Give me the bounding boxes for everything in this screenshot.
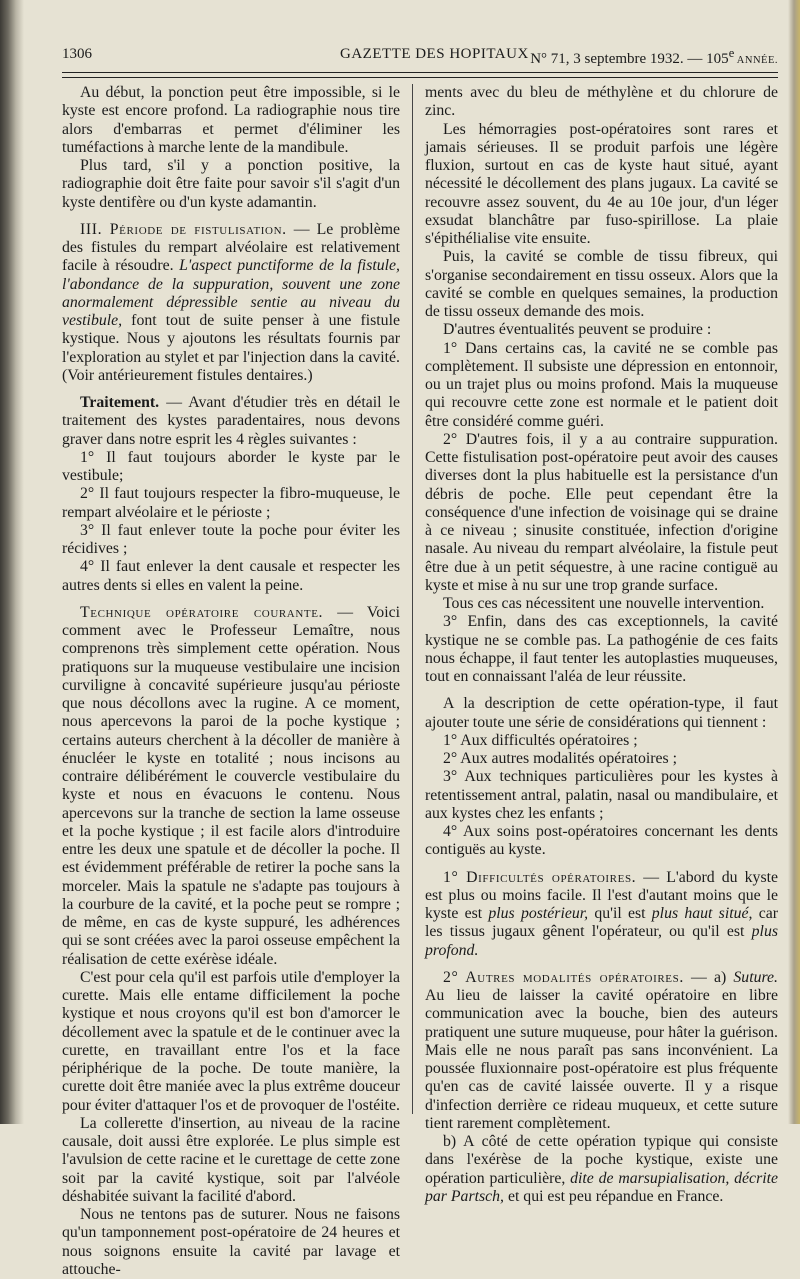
paragraph: Au début, la ponction peut être impossible, si le kyste est encore profond. La radiographie nous tire alors d'embarras et permet d'éliminer les tuméfactions à marche lente de la mandibule. — [62, 84, 400, 156]
paragraph-marsupialisation: b) A côté de cette opération typique qui consiste dans l'exérèse de la poche kystique, existe une opération particulière, dite de marsupialisation, décrite par Partsch, et qui est peu répandue en France. — [425, 1133, 779, 1205]
list-item: 1° Aux difficultés opératoires ; — [443, 731, 638, 749]
rule-item: 1° Il faut toujours aborder le kyste par le vestibule; — [62, 448, 400, 484]
section-heading: 1° Difficultés opératoires. — [443, 868, 637, 886]
column-divider — [412, 84, 413, 1114]
rule-item: 2° Il faut toujours respecter la fibro-muqueuse, le rempart alvéolaire et le périoste ; — [62, 485, 400, 521]
list-item: 2° Aux autres modalités opératoires ; — [443, 750, 677, 767]
paragraph: D'autres éventualités peuvent se produire : — [443, 321, 712, 339]
paragraph-modalites: 2° Autres modalités opératoires. — a) Suture. Au lieu de laisser la cavité opératoire en libre communication avec la bouche, bien des auteurs pratiquent une suture muqueuse, pour hâter la guérison. Mais elle ne nous paraît pas sans inconvénient. La poussée fluxionnaire post-opératoire est plus fréquente qu'en cas de cavité laissée ouverte. Il y a risque d'infection derrière ce rideau muqueux, et cette suture tient rarement complètement. — [425, 968, 778, 1132]
journal-title: GAZETTE DES HOPITAUX — [340, 46, 529, 62]
paragraph: La collerette d'insertion, au niveau de la racine causale, doit aussi être explorée. Le plus simple est l'avulsion de cette racine et le curettage de cette zone soit par la cavité kystique, soit par l'alvéole déshabitée suivant la facilité d'abord. — [62, 1114, 400, 1205]
paragraph-technique: Technique opératoire courante. — Voici comment avec le Professeur Lemaître, nous comprenons très simplement cette opération. Nous pratiquons sur la muqueuse vestibulaire une incision curviligne à concavité supérieure jusqu'au périoste que nous décollons avec la rugine. A ce moment, nous apercevons la paroi de la poche kystique ; certains auteurs cherchent à la décoller de manière à énucléer le kyste en totalité ; nous incisons au contraire délibérément le couvercle vestibulaire du kyste et nous en évacuons le contenu. Nous apercevons sur la tranche de section la lame osseuse et la poche kystique ; il est facile alors d'introduire entre les deux une spatule et de décoller la poche. Il est évidemment préférable de retirer la poche sans la morceler. Mais la spatule ne s'adapte pas toujours à la courbure de la cavité, et la poche peut se rompre ; de même, en cas de kyste suppuré, les adhérences qui se sont créées avec la paroi osseuse empêchent la réalisation de cette exérèse idéale. — [62, 603, 400, 968]
paragraph: Nous ne tentons pas de suturer. Nous ne faisons qu'un tamponnement post-opératoire de 24 heures et nous soignons ensuite la cavité par lavage et attouche- — [62, 1206, 400, 1278]
section-heading: 2° Autres modalités opératoires. — [443, 968, 684, 986]
list-item: 2° D'autres fois, il y a au contraire suppuration. Cette fistulisation post-opératoire peut avoir des causes diverses dont la plus habituelle est la persistance d'un débris de poche. Elle peut cependant être la conséquence d'une infection de voisinage qui se draine à ce niveau ; sinusite constituée, infection d'origine nasale. Au niveau du rempart alvéolaire, la fistule peut être due à un petit séquestre, à une racine contiguë au kyste et mise à nu sur une trop grande surface. — [425, 430, 778, 594]
paragraph: ments avec du bleu de méthylène et du chlorure de zinc. — [425, 84, 778, 120]
left-column — [62, 84, 400, 1279]
paragraph: Plus tard, s'il y a ponction positive, la radiographie doit être faite pour savoir s'il s'agit d'un kyste dentifère ou d'un kyste adamantin. — [62, 157, 400, 211]
paragraph: Puis, la cavité se comble de tissu fibreux, qui s'organise secondairement en tissu osseux. Alors que la cavité se comble en quelques semaines, la production de tissu osseux demande des mois. — [425, 248, 778, 320]
issue-info: N° 71, 3 septembre 1932. — 105e ANNÉE. — [530, 46, 778, 67]
paragraph: A la description de cette opération-type, il faut ajouter toute une série de considérations qui tiennent : — [425, 695, 778, 731]
scan-binding-shadow — [0, 0, 24, 1124]
page-number: 1306 — [62, 46, 92, 62]
paragraph-traitement: Traitement. — Avant d'étudier très en détail le traitement des kystes paradentaires, nous devons graver dans notre esprit les 4 règles suivantes : — [62, 394, 400, 448]
section-heading: Traitement. — [80, 394, 160, 411]
rule-item: 3° Il faut enlever toute la poche pour éviter les récidives ; — [62, 521, 400, 557]
list-item: 3° Enfin, dans des cas exceptionnels, la cavité kystique ne se comble pas. La pathogénie de ces faits nous échappe, il faut tenter les autoplasties muqueuses, tout en connaissant l'aléa de leur réussite. — [425, 613, 778, 685]
header-rule-top — [62, 72, 778, 73]
scan-edge-shadow — [788, 0, 800, 1124]
paragraph: Tous ces cas nécessitent une nouvelle intervention. — [443, 595, 765, 612]
paragraph: C'est pour cela qu'il est parfois utile d'employer la curette. Mais elle entame difficilement la poche kystique et nous croyons qu'il est bon d'amorcer le décollement avec la spatule et de le continuer avec la curette, en travaillant entre l'os et la face périphérique de la poche. De toute manière, la curette doit être maniée avec la plus extrême douceur pour éviter d'attaquer l'os et de provoquer de l'ostéite. — [62, 968, 400, 1114]
list-item: 3° Aux techniques particulières pour les kystes à retentissement antral, palatin, nasal ou mandibulaire, et aux kystes chez les enfants ; — [425, 768, 778, 822]
list-item: 1° Dans certains cas, la cavité ne se comble pas complètement. Il subsiste une dépression en entonnoir, ou un trajet plus ou moins profond. Mais la muqueuse qui recouvre cette zone est normale et le patient doit être considéré comme guéri. — [425, 339, 778, 430]
paragraph-difficultes: 1° Difficultés opératoires. — L'abord du kyste est plus ou moins facile. Il l'est d'autant moins que le kyste est plus postérieur, qu'il est plus haut situé, car les tissus jugaux gênent l'opérateur, ou qu'il est plus profond. — [425, 868, 778, 959]
paragraph-fistulisation: III. Période de fistulisation. — Le problème des fistules du rempart alvéolaire est relativement facile à résoudre. L'aspect punctiforme de la fistule, l'abondance de la suppuration, souvent une zone anormalement dépressible sentie au niveau du vestibule, font tout de suite penser à une fistule kystique. Nous y ajoutons les résultats fournis par l'exploration au stylet et par l'injection dans la cavité. (Voir antérieurement fistules dentaires.) — [62, 220, 400, 384]
right-column — [425, 84, 778, 1206]
paragraph: Les hémorragies post-opératoires sont rares et jamais sérieuses. Il se produit parfois une légère fluxion, surtout en cas de kyste haut situé, ayant nécessité le décollement des plans jugaux. La cavité se recouvre assez souvent, du 4e au 10e jour, d'un léger exsudat blanchâtre par fuso-spirillose. La plaie s'épithélialise vite ensuite. — [425, 120, 778, 247]
header-rule-bottom — [62, 77, 778, 78]
rule-item: 4° Il faut enlever la dent causale et respecter les autres dents si elles en valent la peine. — [62, 558, 400, 594]
list-item: 4° Aux soins post-opératoires concernant les dents contiguës au kyste. — [425, 823, 778, 859]
section-heading: Technique opératoire courante. — [80, 603, 324, 621]
section-heading: III. Période de fistulisation. — [80, 220, 287, 238]
running-header — [62, 46, 778, 68]
